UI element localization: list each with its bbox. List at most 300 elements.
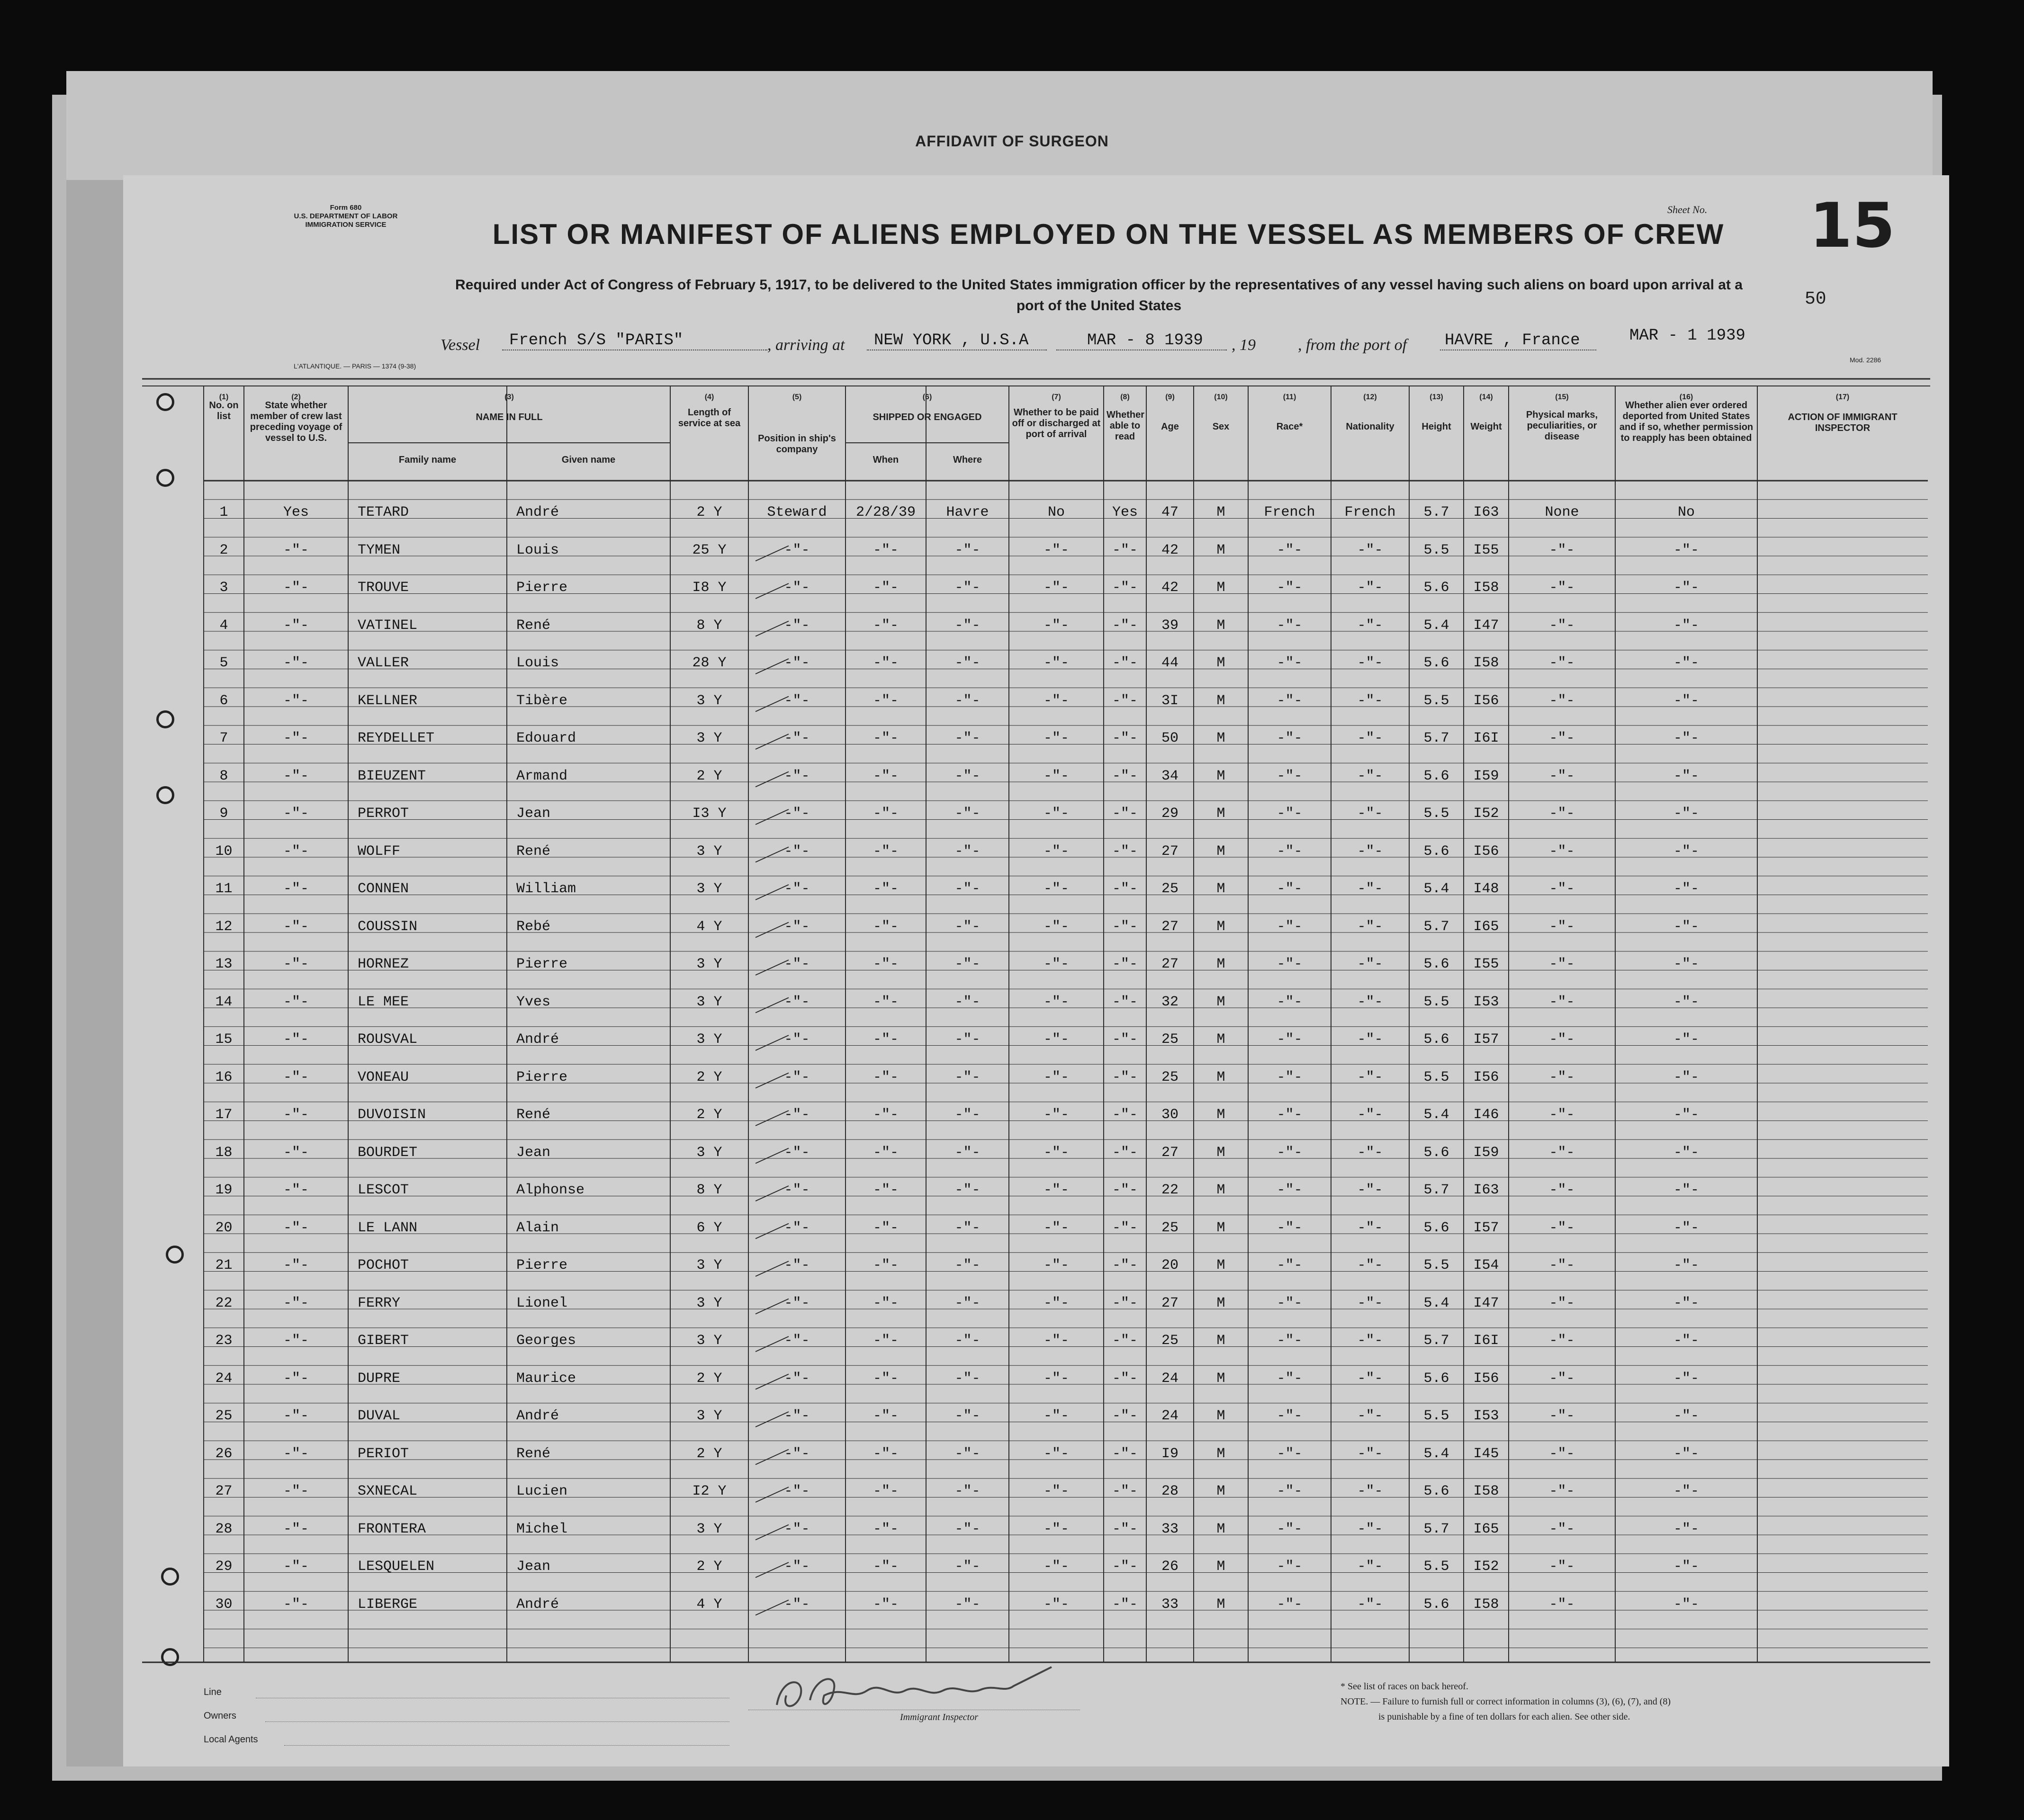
- cell-sex: M: [1216, 1295, 1225, 1311]
- cell-prev: -"-: [283, 1069, 309, 1085]
- cell-height: 5.6: [1423, 655, 1449, 671]
- cell-read: -"-: [1112, 542, 1138, 558]
- cell-paid: -"-: [1043, 1031, 1069, 1048]
- cell-weight: I6I: [1473, 730, 1499, 746]
- cell-prev: -"-: [283, 617, 309, 634]
- cell-deported: -"-: [1673, 1257, 1699, 1273]
- cell-deported: -"-: [1673, 542, 1699, 558]
- column-header-given-name: Given name: [561, 455, 616, 465]
- cell-nat: -"-: [1357, 580, 1383, 596]
- cell-weight: I58: [1473, 580, 1499, 596]
- cell-when: -"-: [873, 881, 899, 897]
- printer-imprint: L'ATLANTIQUE. — PARIS — 1374 (9-38): [294, 362, 416, 370]
- cell-given: Alphonse: [516, 1182, 585, 1198]
- cell-sex: M: [1216, 1182, 1225, 1198]
- cell-given: Jean: [516, 806, 551, 822]
- cell-family: BIEUZENT: [358, 768, 426, 784]
- cell-read: -"-: [1112, 580, 1138, 596]
- cell-where: -"-: [954, 692, 981, 709]
- cell-service: 2 Y: [696, 1559, 722, 1575]
- cell-prev: -"-: [283, 1107, 309, 1123]
- cell-marks: -"-: [1549, 1107, 1575, 1123]
- cell-prev: -"-: [283, 730, 309, 746]
- cell-nat: -"-: [1357, 1559, 1383, 1575]
- cell-age: 33: [1161, 1521, 1178, 1537]
- column-header-14: Weight: [1470, 421, 1502, 432]
- footer-agents-label: Local Agents: [204, 1734, 258, 1745]
- cell-read: -"-: [1112, 1333, 1138, 1349]
- cell-weight: I56: [1473, 692, 1499, 709]
- cell-paid: -"-: [1043, 1483, 1069, 1499]
- cell-sex: M: [1216, 1445, 1225, 1462]
- cell-when: -"-: [873, 1408, 899, 1424]
- cell-height: 5.5: [1423, 994, 1449, 1010]
- cell-service: I8 Y: [692, 580, 727, 596]
- cell-sex: M: [1216, 1559, 1225, 1575]
- cell-sex: M: [1216, 1257, 1225, 1273]
- column-header-6: SHIPPED OR ENGAGED: [873, 412, 982, 422]
- cell-height: 5.5: [1423, 692, 1449, 709]
- cell-height: 5.4: [1423, 617, 1449, 634]
- cell-no: 7: [219, 730, 228, 746]
- cell-deported: -"-: [1673, 1483, 1699, 1499]
- cell-nat: -"-: [1357, 542, 1383, 558]
- cell-family: TETARD: [358, 504, 409, 520]
- cell-when: -"-: [873, 1445, 899, 1462]
- cell-service: I3 Y: [692, 806, 727, 822]
- column-header-3: NAME IN FULL: [476, 412, 543, 422]
- cell-when: -"-: [873, 1031, 899, 1048]
- cell-given: René: [516, 843, 551, 860]
- cell-no: 25: [215, 1408, 233, 1424]
- cell-paid: -"-: [1043, 730, 1069, 746]
- cell-race: -"-: [1277, 768, 1303, 784]
- cell-weight: I55: [1473, 956, 1499, 972]
- cell-position: -"-: [784, 655, 810, 671]
- cell-weight: I65: [1473, 1521, 1499, 1537]
- cell-when: 2/28/39: [855, 504, 916, 520]
- cell-position: -"-: [784, 1031, 810, 1048]
- cell-sex: M: [1216, 956, 1225, 972]
- note-penalty-cont: is punishable by a fine of ten dollars for each alien. See other side.: [1378, 1712, 1630, 1722]
- cell-no: 18: [215, 1144, 233, 1161]
- column-header-15: Physical marks, peculiarities, or disease: [1526, 410, 1598, 442]
- cell-when: -"-: [873, 1069, 899, 1085]
- cell-service: 8 Y: [696, 1182, 722, 1198]
- cell-prev: -"-: [283, 956, 309, 972]
- cell-sex: M: [1216, 542, 1225, 558]
- cell-race: -"-: [1277, 956, 1303, 972]
- cell-no: 12: [215, 918, 233, 935]
- cell-service: 3 Y: [696, 881, 722, 897]
- cell-family: TYMEN: [358, 542, 401, 558]
- cell-race: -"-: [1277, 918, 1303, 935]
- cell-where: -"-: [954, 1559, 981, 1575]
- column-header-5: Position in ship's company: [758, 433, 836, 455]
- cell-read: -"-: [1112, 806, 1138, 822]
- cell-age: 27: [1161, 843, 1178, 860]
- cell-no: 22: [215, 1295, 233, 1311]
- cell-height: 5.5: [1423, 1069, 1449, 1085]
- cell-height: 5.6: [1423, 768, 1449, 784]
- cell-prev: -"-: [283, 806, 309, 822]
- cell-family: LESCOT: [358, 1182, 409, 1198]
- cell-given: William: [516, 881, 576, 897]
- cell-service: 3 Y: [696, 1295, 722, 1311]
- cell-deported: -"-: [1673, 1521, 1699, 1537]
- cell-age: 25: [1161, 881, 1178, 897]
- column-header-11: Race*: [1276, 421, 1303, 432]
- cell-no: 24: [215, 1370, 233, 1387]
- cell-family: FRONTERA: [358, 1521, 426, 1537]
- arrival-date: MAR - 8 1939: [1087, 332, 1203, 350]
- cell-position: -"-: [784, 994, 810, 1010]
- cell-deported: -"-: [1673, 1069, 1699, 1085]
- cell-service: 2 Y: [696, 1069, 722, 1085]
- cell-race: -"-: [1277, 1596, 1303, 1613]
- form-department: U.S. DEPARTMENT OF LABOR: [294, 212, 398, 220]
- cell-when: -"-: [873, 1144, 899, 1161]
- cell-family: DUVAL: [358, 1408, 401, 1424]
- cell-given: Pierre: [516, 580, 568, 596]
- cell-age: I9: [1161, 1445, 1178, 1462]
- cell-nat: -"-: [1357, 1257, 1383, 1273]
- cell-height: 5.6: [1423, 1370, 1449, 1387]
- cell-paid: -"-: [1043, 1408, 1069, 1424]
- cell-when: -"-: [873, 1483, 899, 1499]
- cell-weight: I47: [1473, 617, 1499, 634]
- column-header-8: Whether able to read: [1106, 410, 1144, 442]
- cell-deported: -"-: [1673, 768, 1699, 784]
- cell-sex: M: [1216, 1107, 1225, 1123]
- cell-deported: -"-: [1673, 692, 1699, 709]
- arriving-label: , arriving at: [767, 336, 845, 354]
- cell-sex: M: [1216, 1069, 1225, 1085]
- cell-given: Maurice: [516, 1370, 576, 1387]
- cell-age: 22: [1161, 1182, 1178, 1198]
- cell-read: -"-: [1112, 843, 1138, 860]
- cell-read: -"-: [1112, 1257, 1138, 1273]
- cell-position: -"-: [784, 1559, 810, 1575]
- cell-nat: -"-: [1357, 1295, 1383, 1311]
- column-number-12: (12): [1363, 393, 1377, 401]
- cell-marks: -"-: [1549, 1182, 1575, 1198]
- cell-nat: -"-: [1357, 843, 1383, 860]
- model-number: Mod. 2286: [1850, 356, 1881, 364]
- cell-where: -"-: [954, 730, 981, 746]
- cell-prev: -"-: [283, 1031, 309, 1048]
- cell-given: André: [516, 504, 559, 520]
- column-header-12: Nationality: [1346, 421, 1394, 432]
- cell-age: 25: [1161, 1031, 1178, 1048]
- cell-service: I2 Y: [692, 1483, 727, 1499]
- cell-paid: -"-: [1043, 655, 1069, 671]
- cell-service: 3 Y: [696, 1408, 722, 1424]
- cell-given: Rebé: [516, 918, 551, 935]
- note-races: * See list of races on back hereof.: [1340, 1681, 1468, 1692]
- cell-position: -"-: [784, 768, 810, 784]
- cell-position: -"-: [784, 1596, 810, 1613]
- cell-race: -"-: [1277, 1219, 1303, 1236]
- cell-sex: M: [1216, 918, 1225, 935]
- cell-paid: -"-: [1043, 806, 1069, 822]
- cell-when: -"-: [873, 730, 899, 746]
- cell-nat: -"-: [1357, 1370, 1383, 1387]
- cell-race: -"-: [1277, 806, 1303, 822]
- cell-given: André: [516, 1408, 559, 1424]
- cell-weight: I6I: [1473, 1333, 1499, 1349]
- cell-paid: -"-: [1043, 1257, 1069, 1273]
- cell-marks: -"-: [1549, 692, 1575, 709]
- cell-position: -"-: [784, 1483, 810, 1499]
- cell-height: 5.5: [1423, 806, 1449, 822]
- cell-read: -"-: [1112, 1408, 1138, 1424]
- cell-prev: -"-: [283, 918, 309, 935]
- cell-where: -"-: [954, 1219, 981, 1236]
- cell-service: 2 Y: [696, 1445, 722, 1462]
- cell-service: 3 Y: [696, 994, 722, 1010]
- cell-paid: -"-: [1043, 617, 1069, 634]
- cell-when: -"-: [873, 918, 899, 935]
- cell-weight: I55: [1473, 542, 1499, 558]
- cell-read: Yes: [1112, 504, 1138, 520]
- cell-deported: -"-: [1673, 881, 1699, 897]
- cell-read: -"-: [1112, 1559, 1138, 1575]
- cell-weight: I46: [1473, 1107, 1499, 1123]
- cell-position: -"-: [784, 1333, 810, 1349]
- cell-race: -"-: [1277, 1257, 1303, 1273]
- cell-position: -"-: [784, 730, 810, 746]
- cell-service: 3 Y: [696, 1333, 722, 1349]
- cell-age: 3I: [1161, 692, 1178, 709]
- cell-age: 32: [1161, 994, 1178, 1010]
- cell-height: 5.7: [1423, 730, 1449, 746]
- cell-paid: -"-: [1043, 1559, 1069, 1575]
- cell-age: 42: [1161, 542, 1178, 558]
- cell-given: Pierre: [516, 956, 568, 972]
- cell-weight: I45: [1473, 1445, 1499, 1462]
- cell-nat: -"-: [1357, 1445, 1383, 1462]
- cell-read: -"-: [1112, 655, 1138, 671]
- cell-family: HORNEZ: [358, 956, 409, 972]
- cell-where: -"-: [954, 617, 981, 634]
- cell-race: -"-: [1277, 1333, 1303, 1349]
- cell-height: 5.6: [1423, 1144, 1449, 1161]
- footer-owners-label: Owners: [204, 1711, 236, 1721]
- cell-deported: -"-: [1673, 1182, 1699, 1198]
- cell-race: -"-: [1277, 881, 1303, 897]
- cell-height: 5.6: [1423, 1031, 1449, 1048]
- cell-race: -"-: [1277, 730, 1303, 746]
- cell-position: -"-: [784, 1408, 810, 1424]
- cell-position: -"-: [784, 918, 810, 935]
- cell-sex: M: [1216, 843, 1225, 860]
- departure-date: MAR - 1 1939: [1629, 327, 1745, 345]
- cell-when: -"-: [873, 542, 899, 558]
- cell-when: -"-: [873, 617, 899, 634]
- cell-marks: -"-: [1549, 994, 1575, 1010]
- cell-prev: -"-: [283, 1521, 309, 1537]
- cell-prev: -"-: [283, 1333, 309, 1349]
- cell-read: -"-: [1112, 1219, 1138, 1236]
- cell-position: -"-: [784, 542, 810, 558]
- cell-deported: -"-: [1673, 956, 1699, 972]
- cell-service: 3 Y: [696, 1144, 722, 1161]
- cell-weight: I52: [1473, 806, 1499, 822]
- cell-service: 3 Y: [696, 1031, 722, 1048]
- cell-no: 3: [219, 580, 228, 596]
- vessel-name: French S/S "PARIS": [509, 332, 684, 350]
- cell-weight: I48: [1473, 881, 1499, 897]
- column-header-10: Sex: [1212, 421, 1230, 432]
- cell-height: 5.4: [1423, 1295, 1449, 1311]
- cell-age: 27: [1161, 1295, 1178, 1311]
- cell-position: -"-: [784, 1182, 810, 1198]
- cell-paid: -"-: [1043, 768, 1069, 784]
- column-number-3: (3): [504, 393, 514, 401]
- cell-read: -"-: [1112, 1031, 1138, 1048]
- column-header-where: Where: [953, 455, 982, 465]
- cell-marks: -"-: [1549, 1031, 1575, 1048]
- cell-where: -"-: [954, 1333, 981, 1349]
- cell-given: Edouard: [516, 730, 576, 746]
- cell-paid: -"-: [1043, 692, 1069, 709]
- cell-where: -"-: [954, 918, 981, 935]
- cell-read: -"-: [1112, 692, 1138, 709]
- cell-no: 8: [219, 768, 228, 784]
- cell-read: -"-: [1112, 1521, 1138, 1537]
- cell-age: 26: [1161, 1559, 1178, 1575]
- cell-family: BOURDET: [358, 1144, 418, 1161]
- cell-family: CONNEN: [358, 881, 409, 897]
- cell-no: 30: [215, 1596, 233, 1613]
- column-header-2: State whether member of crew last preceding voyage of vessel to U.S.: [250, 400, 342, 443]
- cell-prev: -"-: [283, 1144, 309, 1161]
- cell-family: LE MEE: [358, 994, 409, 1010]
- cell-no: 9: [219, 806, 228, 822]
- cell-no: 1: [219, 504, 228, 520]
- cell-when: -"-: [873, 580, 899, 596]
- sheet-handwritten-number: 50: [1805, 289, 1826, 309]
- cell-position: -"-: [784, 843, 810, 860]
- subtitle-line-1: Required under Act of Congress of February 5, 1917, to be delivered to the United States immigration officer by the representatives of any vessel having such aliens on board upon arrival at a: [455, 277, 1743, 293]
- cell-deported: -"-: [1673, 1408, 1699, 1424]
- cell-sex: M: [1216, 1031, 1225, 1048]
- cell-family: GIBERT: [358, 1333, 409, 1349]
- cell-height: 5.6: [1423, 956, 1449, 972]
- cell-race: -"-: [1277, 994, 1303, 1010]
- cell-sex: M: [1216, 692, 1225, 709]
- cell-marks: -"-: [1549, 1521, 1575, 1537]
- cell-age: 25: [1161, 1333, 1178, 1349]
- cell-service: 3 Y: [696, 1257, 722, 1273]
- cell-deported: -"-: [1673, 1107, 1699, 1123]
- cell-service: 3 Y: [696, 1521, 722, 1537]
- cell-family: LE LANN: [358, 1219, 418, 1236]
- column-header-17: ACTION OF IMMIGRANT INSPECTOR: [1788, 412, 1898, 433]
- cell-read: -"-: [1112, 956, 1138, 972]
- cell-read: -"-: [1112, 918, 1138, 935]
- cell-family: LESQUELEN: [358, 1559, 435, 1575]
- cell-when: -"-: [873, 1559, 899, 1575]
- cell-weight: I65: [1473, 918, 1499, 935]
- cell-height: 5.7: [1423, 1182, 1449, 1198]
- cell-position: -"-: [784, 1370, 810, 1387]
- form-number: Form 680: [330, 204, 362, 212]
- column-number-8: (8): [1120, 393, 1130, 401]
- cell-marks: -"-: [1549, 617, 1575, 634]
- cell-sex: M: [1216, 504, 1225, 520]
- cell-service: 4 Y: [696, 1596, 722, 1613]
- cell-family: ROUSVAL: [358, 1031, 418, 1048]
- cell-weight: I57: [1473, 1031, 1499, 1048]
- cell-position: -"-: [784, 1257, 810, 1273]
- cell-race: -"-: [1277, 1521, 1303, 1537]
- arrival-port: NEW YORK , U.S.A: [874, 332, 1029, 350]
- cell-nat: -"-: [1357, 1483, 1383, 1499]
- cell-where: Havre: [946, 504, 989, 520]
- cell-race: -"-: [1277, 1559, 1303, 1575]
- cell-weight: I56: [1473, 1069, 1499, 1085]
- cell-given: Louis: [516, 542, 559, 558]
- cell-height: 5.5: [1423, 1559, 1449, 1575]
- cell-service: 6 Y: [696, 1219, 722, 1236]
- cell-service: 8 Y: [696, 617, 722, 634]
- cell-service: 2 Y: [696, 1370, 722, 1387]
- cell-where: -"-: [954, 1031, 981, 1048]
- cell-sex: M: [1216, 994, 1225, 1010]
- cell-prev: -"-: [283, 1219, 309, 1236]
- cell-marks: -"-: [1549, 768, 1575, 784]
- cell-where: -"-: [954, 843, 981, 860]
- cell-where: -"-: [954, 542, 981, 558]
- cell-paid: -"-: [1043, 1182, 1069, 1198]
- cell-prev: -"-: [283, 1483, 309, 1499]
- cell-race: -"-: [1277, 1107, 1303, 1123]
- inspector-label: Immigrant Inspector: [900, 1712, 978, 1722]
- cell-marks: -"-: [1549, 1069, 1575, 1085]
- cell-marks: -"-: [1549, 1445, 1575, 1462]
- column-number-15: (15): [1555, 393, 1569, 401]
- column-number-1: (1): [219, 393, 229, 401]
- cell-prev: -"-: [283, 1257, 309, 1273]
- cell-paid: -"-: [1043, 881, 1069, 897]
- cell-family: WOLFF: [358, 843, 401, 860]
- cell-race: -"-: [1277, 542, 1303, 558]
- cell-sex: M: [1216, 655, 1225, 671]
- cell-read: -"-: [1112, 1295, 1138, 1311]
- cell-read: -"-: [1112, 1445, 1138, 1462]
- cell-family: DUVOISIN: [358, 1107, 426, 1123]
- cell-position: -"-: [784, 580, 810, 596]
- cell-weight: I59: [1473, 768, 1499, 784]
- cell-deported: -"-: [1673, 806, 1699, 822]
- cell-height: 5.4: [1423, 881, 1449, 897]
- cell-paid: -"-: [1043, 1333, 1069, 1349]
- cell-no: 19: [215, 1182, 233, 1198]
- cell-read: -"-: [1112, 1370, 1138, 1387]
- cell-paid: -"-: [1043, 843, 1069, 860]
- cell-sex: M: [1216, 1408, 1225, 1424]
- cell-service: 2 Y: [696, 1107, 722, 1123]
- cell-race: -"-: [1277, 1182, 1303, 1198]
- cell-read: -"-: [1112, 881, 1138, 897]
- cell-position: -"-: [784, 1107, 810, 1123]
- cell-deported: -"-: [1673, 580, 1699, 596]
- cell-no: 23: [215, 1333, 233, 1349]
- cell-height: 5.7: [1423, 1521, 1449, 1537]
- cell-sex: M: [1216, 1521, 1225, 1537]
